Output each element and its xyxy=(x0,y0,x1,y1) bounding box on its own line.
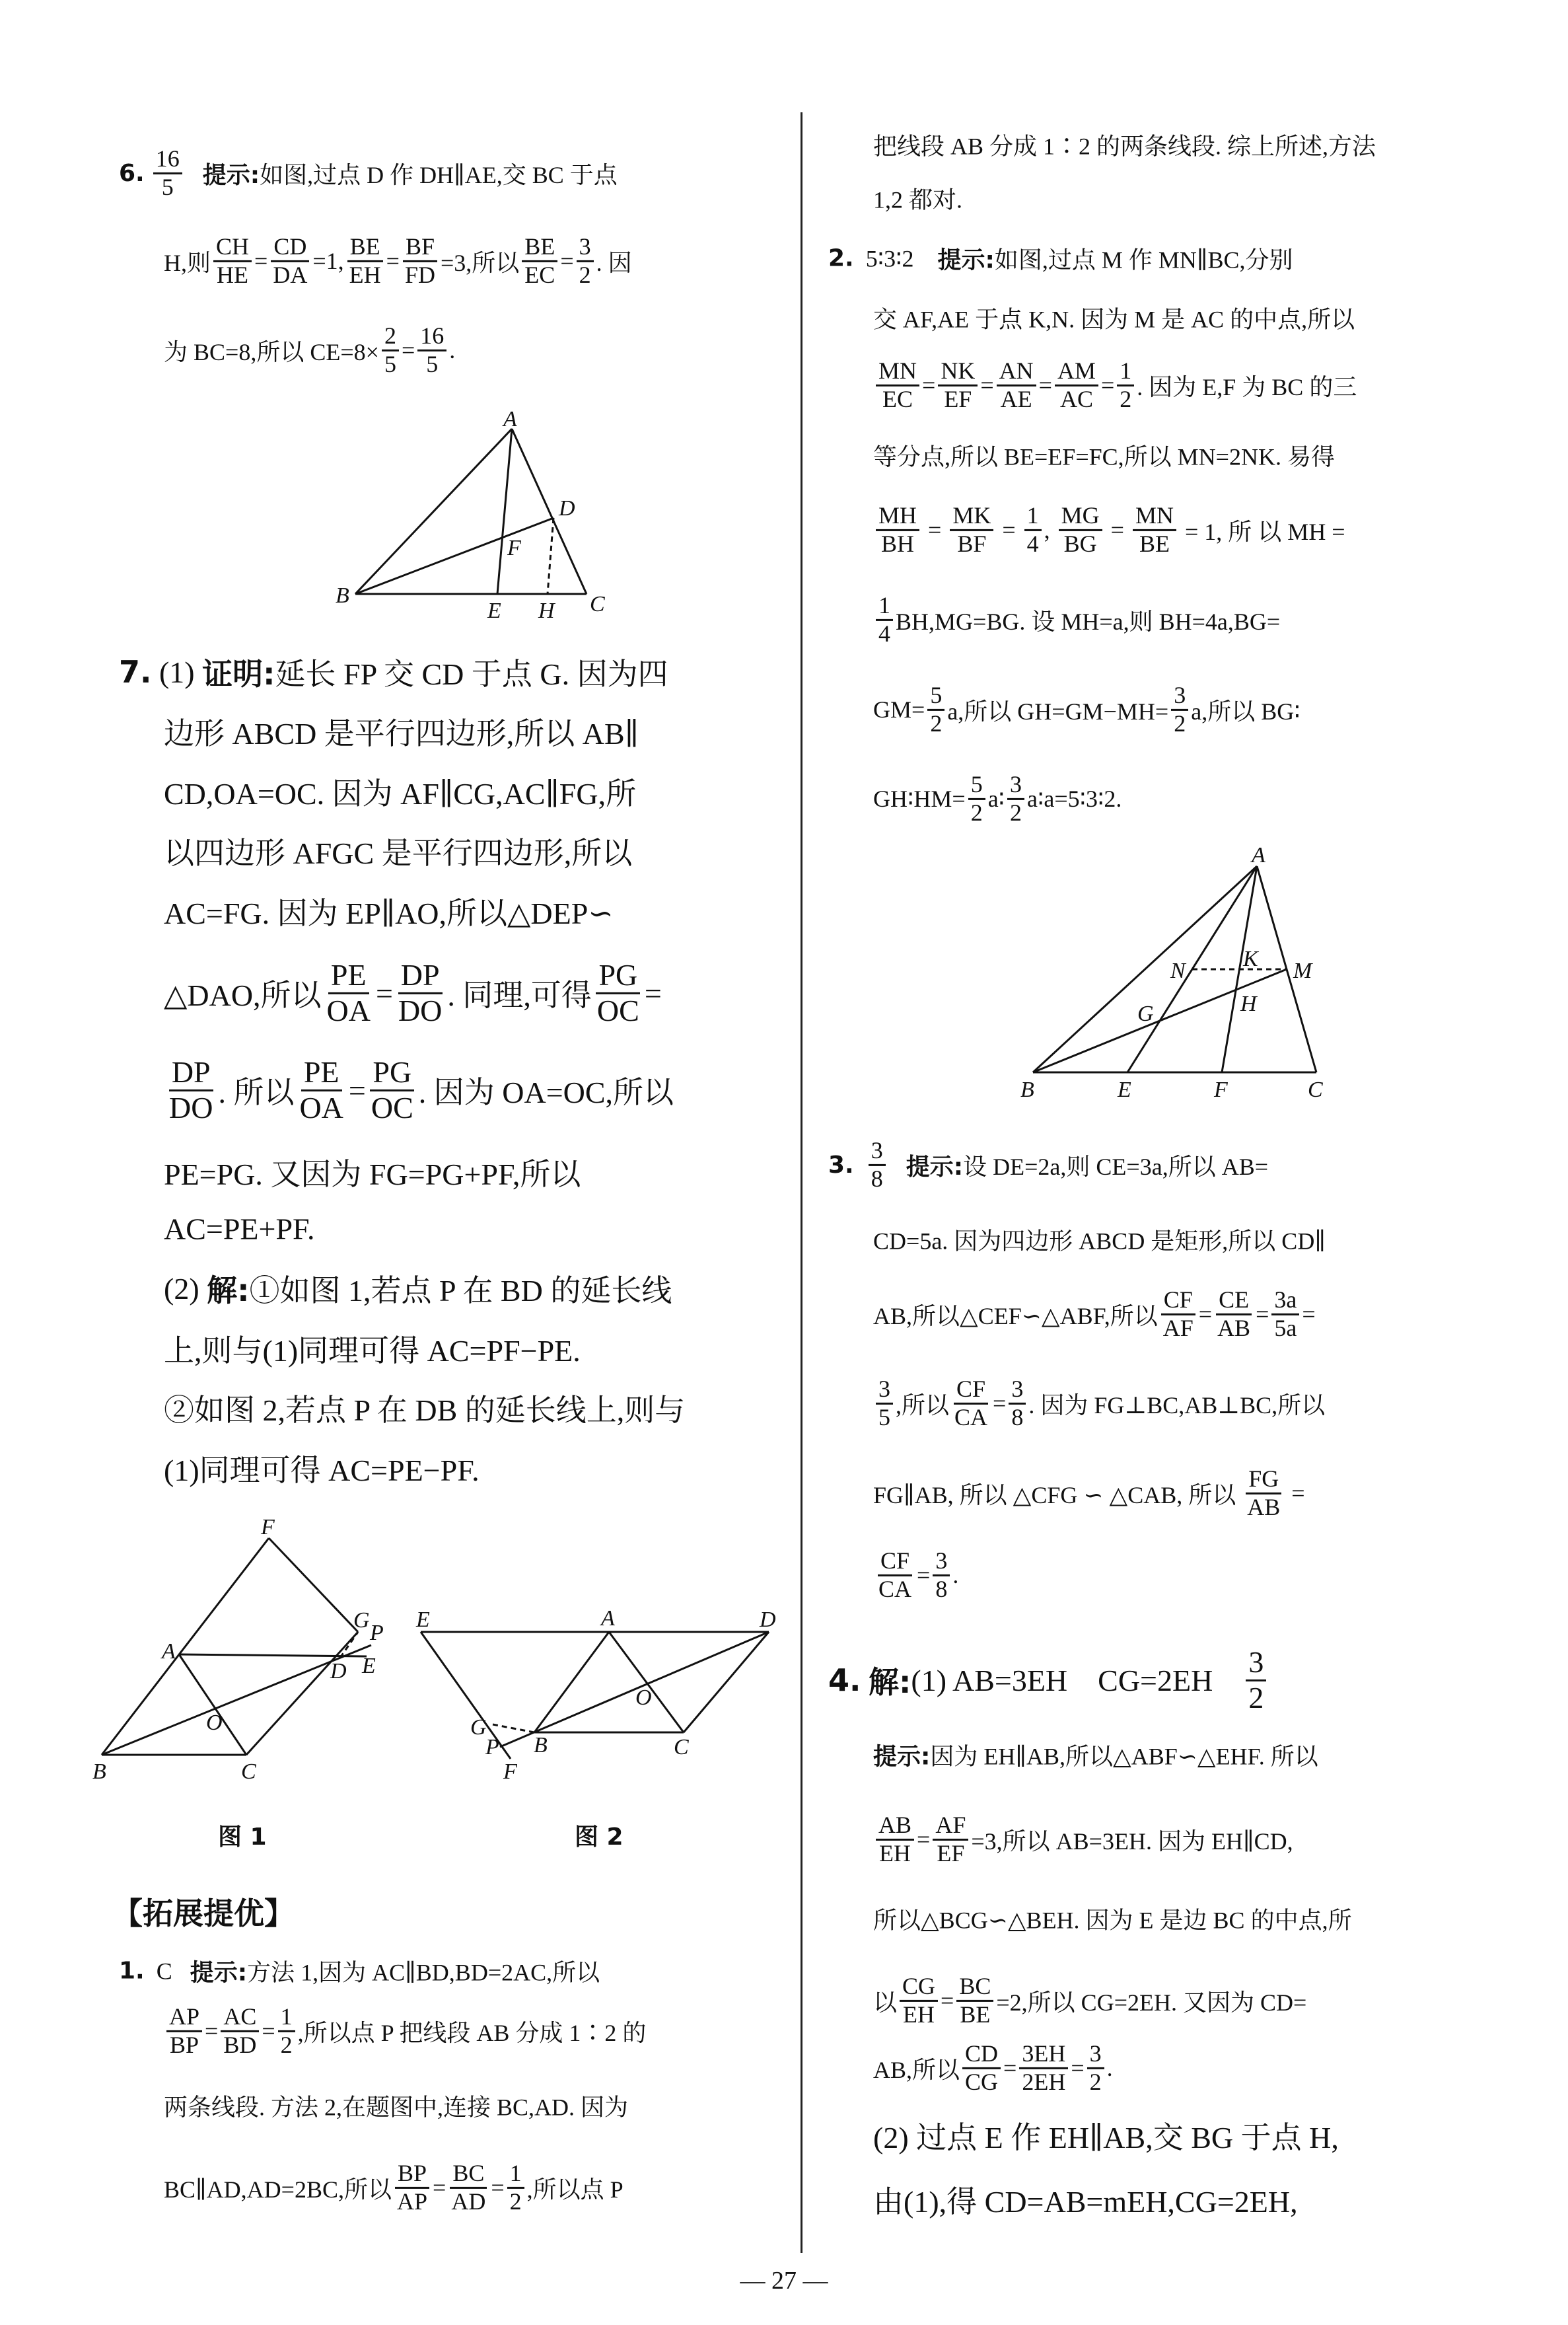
text-run: . 同理,可得 xyxy=(447,978,592,1012)
text-run: ,所以点 P xyxy=(526,2176,624,2203)
point-label: F xyxy=(261,1515,275,1539)
denominator: 2 xyxy=(1120,385,1132,412)
denominator: 2 xyxy=(1174,710,1186,737)
text-run: AB,所以△CEF∽△ABF,所以 xyxy=(873,1302,1158,1329)
point-label: E xyxy=(487,599,501,623)
denominator: CG xyxy=(965,2068,999,2095)
denominator: 8 xyxy=(1011,1403,1024,1430)
point-label: C xyxy=(590,592,605,616)
numerator: 3 xyxy=(1246,1646,1266,1681)
denominator: 2 xyxy=(970,799,983,826)
denominator: OA xyxy=(299,1090,343,1125)
bold-label: 提示: xyxy=(873,1743,931,1771)
numerator: BE xyxy=(522,234,557,262)
text-run: ①如图 1,若点 P 在 BD 的延长线 xyxy=(249,1274,672,1308)
numerator: BP xyxy=(395,2160,429,2189)
text-run: GH∶HM= xyxy=(873,786,966,812)
denominator: EH xyxy=(903,2001,935,2028)
numerator: 3 xyxy=(1171,683,1188,711)
text-run: 等分点,所以 BE=EF=FC,所以 MN=2NK. 易得 xyxy=(873,443,1335,470)
text-run: 由(1),得 CD=AB=mEH,CG=2EH, xyxy=(873,2185,1298,2219)
bold-label: 提示: xyxy=(190,1959,248,1987)
numerator: DP xyxy=(398,959,443,994)
numerator: 16 xyxy=(417,323,446,351)
bold-label: 提示: xyxy=(202,161,260,189)
denominator: BF xyxy=(957,530,987,557)
point-label: G xyxy=(1137,1002,1154,1026)
denominator: HE xyxy=(217,261,248,288)
denominator: 2 xyxy=(509,2188,522,2215)
point-label: D xyxy=(330,1659,347,1683)
text-run: H,则 xyxy=(164,249,211,276)
denominator: DO xyxy=(398,993,443,1027)
text-run: = xyxy=(1198,1301,1213,1327)
point-label: A xyxy=(503,407,517,431)
denominator: 2 xyxy=(579,261,591,288)
denominator: 2 xyxy=(280,2031,293,2058)
text-run: 把线段 AB 分成 1∶2 的两条线段. 综上所述,方法 xyxy=(873,133,1376,160)
figure-ext-q2 xyxy=(1020,843,1323,1102)
numerator: BC xyxy=(956,1974,993,2002)
denominator: CA xyxy=(878,1575,912,1602)
numerator: CG xyxy=(900,1974,938,2002)
point-label: B xyxy=(336,583,349,608)
numerator: 1 xyxy=(278,2004,295,2032)
text-run: ,所以点 P 把线段 AB 分成 1∶2 的 xyxy=(297,2019,647,2046)
denominator: BG xyxy=(1063,530,1097,557)
section-title: 【拓展提优】 xyxy=(112,1896,295,1931)
text-run: . xyxy=(449,337,456,363)
denominator: 2 xyxy=(1010,799,1022,826)
denominator: AB xyxy=(1217,1314,1251,1341)
bold-label: 4. xyxy=(828,1662,861,1698)
numerator: 1 xyxy=(876,593,893,621)
text-run: GM= xyxy=(873,696,925,723)
numerator: BE xyxy=(347,234,383,262)
numerator: 3EH xyxy=(1019,2041,1068,2069)
numerator: AB xyxy=(876,1812,914,1841)
point-label: M xyxy=(1293,959,1312,983)
text-run: = xyxy=(205,2018,219,2044)
numerator: AF xyxy=(933,1812,968,1841)
text-run: = 1, 所 以 MH = xyxy=(1179,518,1345,545)
text-run: = xyxy=(1038,372,1052,398)
bold-label: 提示: xyxy=(906,1153,964,1181)
point-label: F xyxy=(1214,1078,1228,1102)
text-run: △DAO,所以 xyxy=(164,978,322,1012)
denominator: BE xyxy=(1139,530,1170,557)
point-label: A xyxy=(1252,843,1265,867)
bold-label: 7. xyxy=(119,654,152,690)
denominator: EC xyxy=(882,385,913,412)
text-run: 为 BC=8,所以 CE=8× xyxy=(164,338,379,365)
denominator: 2 xyxy=(1248,1680,1264,1715)
denominator: 5 xyxy=(878,1403,890,1430)
numerator: 3a xyxy=(1271,1287,1299,1315)
numerator: BF xyxy=(403,234,437,262)
numerator: AC xyxy=(221,2004,259,2032)
text-run: a,所以 GH=GM−MH= xyxy=(947,698,1169,725)
denominator: 8 xyxy=(935,1575,948,1602)
numerator: AN xyxy=(997,358,1036,387)
text-run: = xyxy=(401,337,415,363)
bold-label: 6. xyxy=(119,159,145,187)
denominator: CA xyxy=(954,1403,988,1430)
text-run: 以四边形 AFGC 是平行四边形,所以 xyxy=(164,836,633,870)
text-run: = xyxy=(1100,372,1115,398)
text-run: = xyxy=(262,2018,275,2044)
point-label: A xyxy=(162,1639,176,1664)
denominator: EH xyxy=(879,1839,911,1866)
numerator: CE xyxy=(1216,1287,1252,1315)
text-run: = xyxy=(254,248,268,274)
numerator: CD xyxy=(962,2041,1001,2069)
bold-label: 3. xyxy=(828,1151,854,1179)
point-label: C xyxy=(241,1759,256,1784)
text-run: (1) AB=3EH CG=2EH xyxy=(911,1663,1244,1697)
text-run: = xyxy=(917,1826,931,1853)
bold-label: 提示: xyxy=(937,246,995,274)
denominator: EF xyxy=(937,1839,965,1866)
page-number: — 27 — xyxy=(740,2267,828,2295)
numerator: 3 xyxy=(1007,772,1024,800)
denominator: AC xyxy=(1059,385,1093,412)
bold-label: 2. xyxy=(828,244,854,272)
numerator: CF xyxy=(878,1548,912,1576)
text-run: =2,所以 CG=2EH. 又因为 CD= xyxy=(996,1989,1307,2016)
numerator: 5 xyxy=(927,683,944,711)
text-run: 两条线段. 方法 2,在题图中,连接 BC,AD. 因为 xyxy=(164,2094,629,2121)
numerator: 1 xyxy=(1024,503,1042,531)
text-run: = xyxy=(917,1562,931,1588)
text-run: (1) xyxy=(151,655,203,689)
denominator: BP xyxy=(169,2031,199,2058)
point-label: N xyxy=(1170,959,1186,983)
numerator: MN xyxy=(1133,503,1176,531)
text-run: = xyxy=(1256,1301,1269,1327)
point-label: D xyxy=(760,1607,776,1632)
text-run: = xyxy=(1285,1480,1305,1506)
point-label: D xyxy=(559,496,575,521)
numerator: 3 xyxy=(577,234,594,262)
text-run: , xyxy=(1044,517,1056,543)
numerator: 3 xyxy=(869,1138,886,1166)
text-run: = xyxy=(941,1987,954,2014)
denominator: 5 xyxy=(426,350,439,377)
text-run: . xyxy=(1106,2055,1113,2081)
text-run: a∶ xyxy=(987,786,1005,812)
text-run: = xyxy=(980,372,994,398)
text-run: 设 DE=2a,则 CE=3a,所以 AB= xyxy=(963,1153,1269,1180)
denominator: EF xyxy=(944,385,972,412)
text-run: 延长 FP 交 CD 于点 G. 因为四 xyxy=(275,657,668,691)
figure-q7-1 xyxy=(92,1515,384,1784)
numerator: 5 xyxy=(968,772,985,800)
bold-label: 1. xyxy=(119,1957,145,1985)
denominator: 4 xyxy=(878,620,890,647)
denominator: BD xyxy=(223,2031,257,2058)
numerator: MK xyxy=(950,503,993,531)
denominator: DA xyxy=(273,261,308,288)
text-run: 交 AF,AE 于点 K,N. 因为 M 是 AC 的中点,所以 xyxy=(873,306,1355,333)
denominator: EC xyxy=(524,261,555,288)
numerator: CF xyxy=(954,1376,988,1405)
denominator: FD xyxy=(404,261,435,288)
numerator: 2 xyxy=(382,323,399,351)
numerator: PE xyxy=(301,1056,342,1091)
text-run: . 因 xyxy=(596,249,632,276)
text-run: AC=PE+PF. xyxy=(164,1212,315,1246)
text-run: AC=FG. 因为 EP∥AO,所以△DEP∽ xyxy=(164,897,614,930)
numerator: 3 xyxy=(876,1376,893,1405)
bold-label: 解: xyxy=(868,1664,911,1700)
text-run: (2) xyxy=(164,1271,207,1306)
text-run: = xyxy=(1302,1301,1316,1327)
text-run: = xyxy=(922,517,948,543)
text-run: 以 xyxy=(873,1989,898,2016)
numerator: AP xyxy=(166,2004,202,2032)
text-run: (1)同理可得 AC=PE−PF. xyxy=(164,1454,480,1487)
text-run: =1, xyxy=(312,248,344,274)
text-run: = xyxy=(433,2174,446,2201)
text-run: CD,OA=OC. 因为 AF∥CG,AC∥FG,所 xyxy=(164,777,637,811)
point-label: B xyxy=(92,1759,106,1784)
numerator: BC xyxy=(450,2160,487,2189)
numerator: FG xyxy=(1246,1466,1281,1495)
text-run: = xyxy=(386,248,400,274)
point-label: F xyxy=(507,536,521,560)
denominator: OC xyxy=(371,1090,413,1125)
text-run: = xyxy=(996,517,1022,543)
numerator: PG xyxy=(596,959,640,994)
text-run: 边形 ABCD 是平行四边形,所以 AB∥ xyxy=(164,717,639,751)
numerator: NK xyxy=(938,358,978,387)
text-run: =3,所以 AB=3EH. 因为 EH∥CD, xyxy=(971,1827,1293,1855)
text-run: PE=PG. 又因为 FG=PG+PF,所以 xyxy=(164,1158,581,1191)
numerator: 3 xyxy=(1087,2041,1104,2069)
text-run: 1,2 都对. xyxy=(873,186,963,213)
denominator: EH xyxy=(349,261,381,288)
point-label: B xyxy=(534,1733,548,1757)
text-run: =3,所以 xyxy=(440,249,520,276)
numerator: 1 xyxy=(1117,358,1134,387)
text-run: ,所以 xyxy=(896,1391,950,1419)
text-run: = xyxy=(1071,2055,1085,2081)
numerator: PE xyxy=(328,959,369,994)
numerator: CH xyxy=(213,234,252,262)
numerator: 1 xyxy=(507,2160,524,2189)
text-run: BH,MG=BG. 设 MH=a,则 BH=4a,BG= xyxy=(896,608,1281,635)
point-label: O xyxy=(635,1685,652,1710)
text-run: a∶a=5∶3∶2. xyxy=(1027,786,1122,812)
text-run: BC∥AD,AD=2BC,所以 xyxy=(164,2176,392,2203)
text-run: 方法 1,因为 AC∥BD,BD=2AC,所以 xyxy=(247,1959,600,1986)
text-run: = xyxy=(348,1073,366,1107)
point-label: K xyxy=(1243,947,1258,971)
point-label: P xyxy=(485,1735,499,1759)
numerator: CD xyxy=(271,234,309,262)
text-run: FG∥AB, 所以 △CFG ∽ △CAB, 所以 xyxy=(873,1481,1242,1508)
point-label: O xyxy=(206,1711,223,1735)
denominator: AE xyxy=(1000,385,1032,412)
text-run: = xyxy=(491,2174,505,2201)
text-run: . 因为 E,F 为 BC 的三 xyxy=(1137,373,1357,400)
point-label: B xyxy=(1020,1078,1034,1102)
numerator: DP xyxy=(169,1056,213,1091)
point-label: E xyxy=(416,1607,430,1632)
denominator: AF xyxy=(1162,1314,1194,1341)
numerator: AM xyxy=(1055,358,1098,387)
numerator: MN xyxy=(876,358,919,387)
denominator: 8 xyxy=(871,1165,883,1192)
point-label: E xyxy=(1118,1078,1131,1102)
text-run: ②如图 2,若点 P 在 DB 的延长线上,则与 xyxy=(164,1393,686,1427)
text-run: = xyxy=(993,1390,1007,1417)
text-run: = xyxy=(560,248,574,274)
text-run: = xyxy=(644,976,662,1010)
point-label: F xyxy=(503,1759,517,1784)
text-run: AB,所以 xyxy=(873,2056,960,2083)
denominator: DO xyxy=(169,1090,213,1125)
denominator: OC xyxy=(596,993,639,1027)
text-run: = xyxy=(376,976,393,1010)
point-label: H xyxy=(538,599,555,623)
numerator: CF xyxy=(1161,1287,1195,1315)
figure-caption-1: 图 1 xyxy=(218,1824,267,1851)
figure-q6-triangle xyxy=(336,407,605,623)
text-run: 所以△BCG∽△BEH. 因为 E 是边 BC 的中点,所 xyxy=(873,1907,1352,1934)
denominator: 5 xyxy=(384,350,396,377)
denominator: AP xyxy=(396,2188,428,2215)
point-label: G xyxy=(470,1715,487,1740)
point-label: G xyxy=(353,1608,370,1633)
point-label: C xyxy=(674,1735,689,1759)
denominator: 4 xyxy=(1026,530,1039,557)
denominator: BH xyxy=(881,530,915,557)
denominator: 5a xyxy=(1274,1314,1297,1341)
numerator: 16 xyxy=(153,146,182,174)
text-run: 5∶3∶2 xyxy=(853,245,938,272)
text-run: . xyxy=(952,1562,959,1588)
text-run: . 因为 OA=OC,所以 xyxy=(418,1076,674,1109)
figure-caption-2: 图 2 xyxy=(575,1824,624,1851)
text-run: = xyxy=(922,372,936,398)
text-run: = xyxy=(1003,2055,1017,2081)
denominator: AD xyxy=(451,2188,486,2215)
denominator: BE xyxy=(960,2001,991,2028)
point-label: E xyxy=(362,1654,376,1678)
numerator: MH xyxy=(876,503,919,531)
denominator: 2 xyxy=(1089,2068,1102,2095)
point-label: H xyxy=(1240,992,1257,1016)
denominator: 2EH xyxy=(1022,2068,1066,2095)
text-run: 如图,过点 D 作 DH∥AE,交 BC 于点 xyxy=(260,161,618,188)
bold-label: 解: xyxy=(207,1273,250,1308)
numerator: MG xyxy=(1059,503,1102,531)
numerator: 3 xyxy=(933,1548,950,1576)
point-label: P xyxy=(370,1621,384,1645)
point-label: C xyxy=(1308,1078,1323,1102)
denominator: AB xyxy=(1247,1493,1281,1520)
text-run: a,所以 BG∶ xyxy=(1191,698,1301,725)
text-run: 因为 EH∥AB,所以△ABF∽△EHF. 所以 xyxy=(930,1743,1318,1770)
text-run: . 因为 FG⊥BC,AB⊥BC,所以 xyxy=(1028,1391,1326,1419)
text-run: 如图,过点 M 作 MN∥BC,分别 xyxy=(994,246,1293,274)
text-run: CD=5a. 因为四边形 ABCD 是矩形,所以 CD∥ xyxy=(873,1228,1326,1255)
bold-label: 证明: xyxy=(202,656,275,692)
text-run: = xyxy=(1104,517,1130,543)
figure-q7-2 xyxy=(415,1606,776,1784)
denominator: 2 xyxy=(930,710,943,737)
denominator: OA xyxy=(326,993,371,1027)
text-run: 上,则与(1)同理可得 AC=PF−PE. xyxy=(164,1334,581,1368)
text-run: (2) 过点 E 作 EH∥AB,交 BG 于点 H, xyxy=(873,2121,1339,2155)
numerator: 3 xyxy=(1009,1376,1026,1405)
text-run: C xyxy=(144,1958,190,1984)
denominator: 5 xyxy=(161,173,174,200)
text-run: . 所以 xyxy=(218,1076,295,1109)
point-label: A xyxy=(601,1606,615,1631)
numerator: PG xyxy=(370,1056,414,1091)
